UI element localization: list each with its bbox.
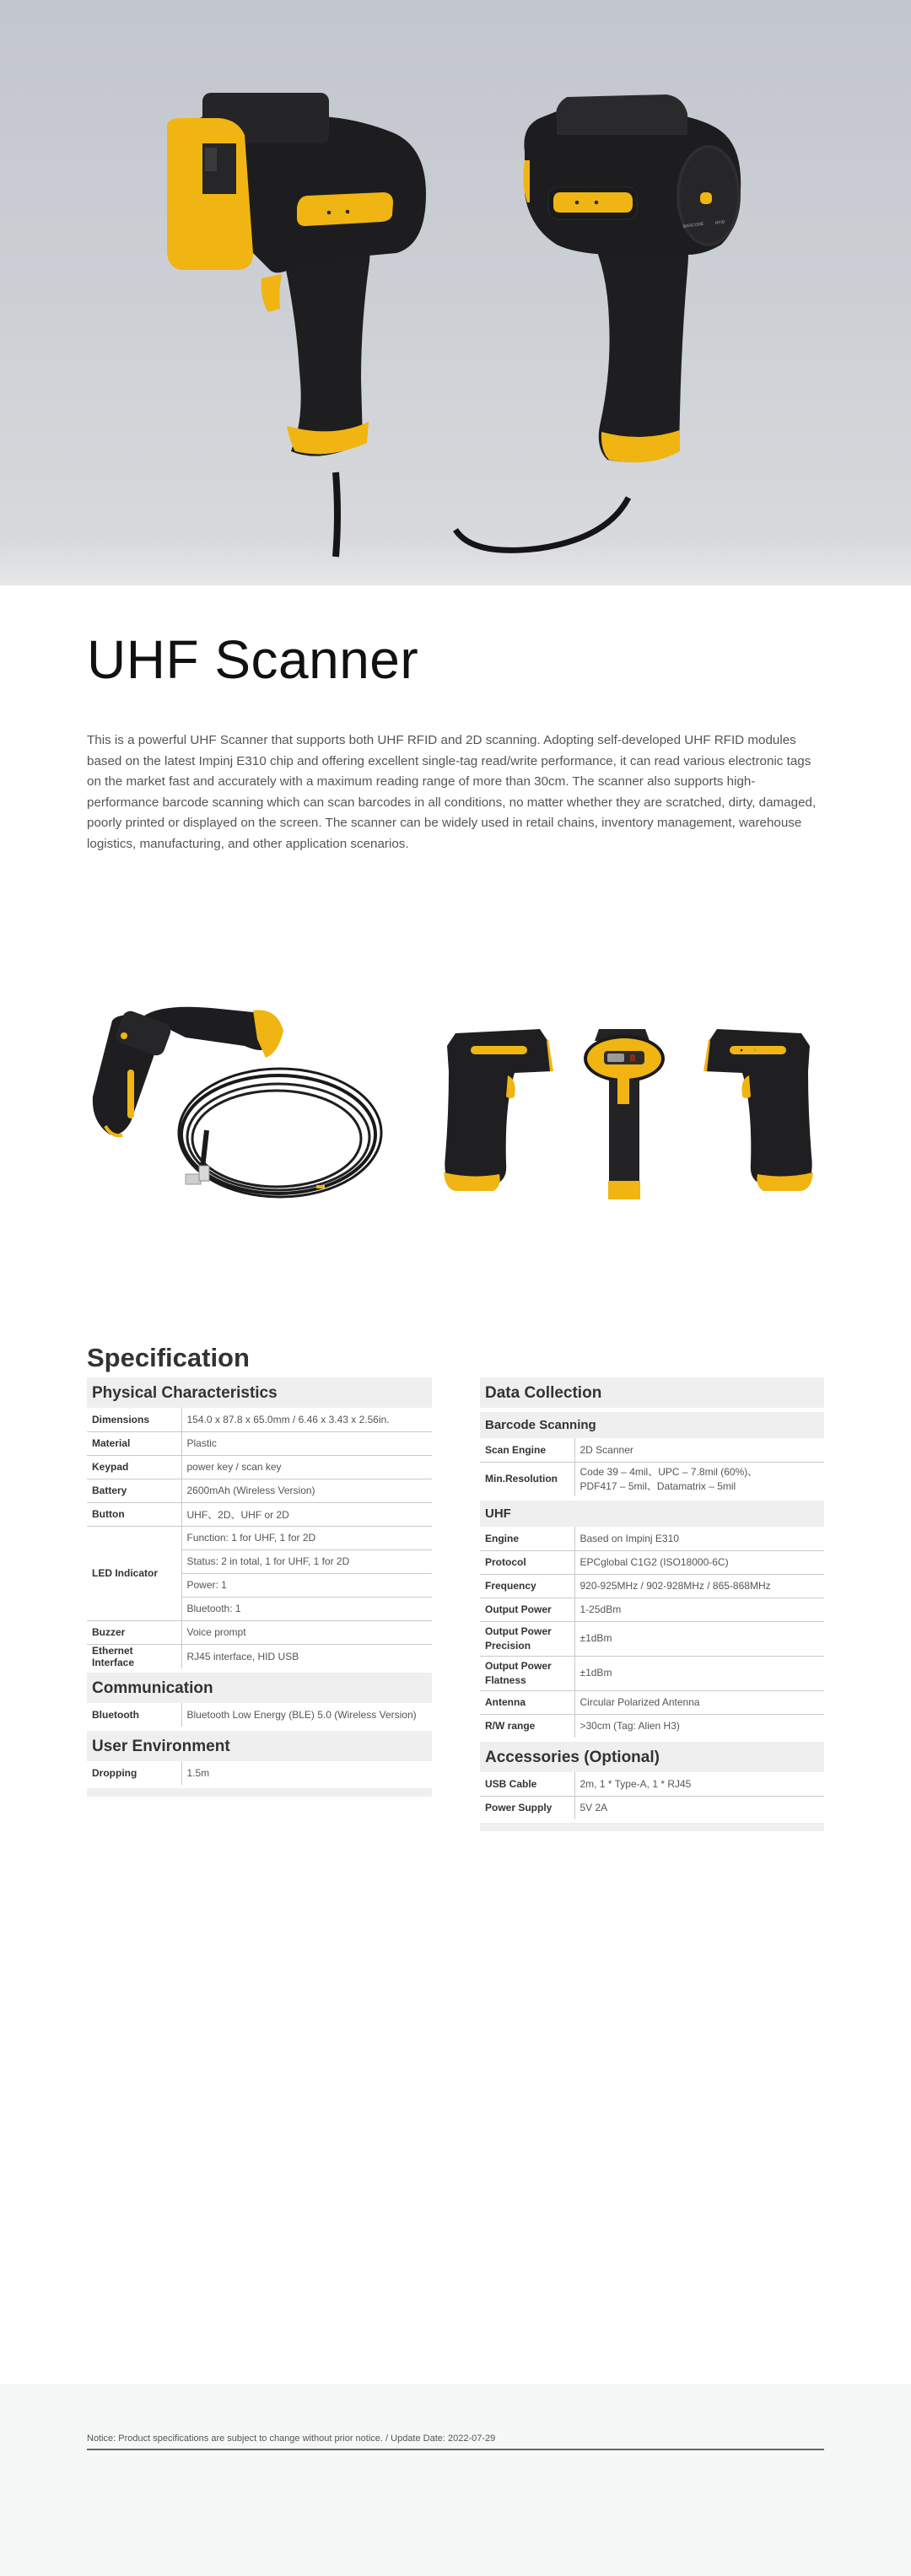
spec-value: Bluetooth Low Energy (BLE) 5.0 (Wireless Version): [186, 1708, 417, 1721]
spec-key: Scan Engine: [480, 1438, 574, 1462]
spec-value: 5V 2A: [579, 1802, 608, 1814]
table-row: [87, 1502, 432, 1526]
spec-key: Material: [87, 1431, 181, 1455]
table-row: [87, 1703, 432, 1727]
spec-value: Based on Impinj E310: [574, 1527, 824, 1550]
spec-value: 1.5m: [186, 1766, 210, 1779]
scanner-three-views-image: [430, 1012, 827, 1206]
scanner-pair-illustration: [0, 0, 911, 585]
table-row: [87, 1761, 432, 1785]
environment-table: [87, 1761, 432, 1785]
spec-value: UHF、2D、UHF or 2D: [181, 1502, 432, 1526]
spec-value: Power: 1: [181, 1573, 432, 1597]
spec-key: R/W range: [480, 1714, 574, 1738]
footer-divider: [87, 2449, 824, 2450]
svg-text:RFID: RFID: [714, 219, 725, 226]
spec-key: Power Supply: [480, 1796, 574, 1819]
spec-column-right: [480, 1377, 824, 1831]
spec-value: Voice prompt: [181, 1620, 432, 1644]
section-end-bar: [480, 1823, 824, 1831]
spec-value: 2D Scanner: [574, 1438, 824, 1462]
scanner-three-views-illustration: [430, 1012, 827, 1206]
specification-heading: Specification: [87, 1343, 250, 1372]
table-row: [480, 1656, 824, 1690]
scanner-cable-illustration: [84, 987, 405, 1206]
spec-key: Keypad: [87, 1455, 181, 1479]
uhf-table: [480, 1527, 824, 1738]
spec-key: Engine: [480, 1527, 574, 1550]
product-description: This is a powerful UHF Scanner that supports both UHF RFID and 2D scanning. Adopting self-developed UHF RFID modules based on the latest Impinj E310 chip and offering excellent single-tag read/write performance, it can read various electronic tags on the market fast and accurately with a maximum reading range of more than 30cm. The scanner also supports high-performance barcode scanning which can scan barcodes in all conditions, no matter whether they are scratched, dirty, damaged, poorly printed or displayed on the screen. The scanner can be widely used in retail chains, inventory management, warehouse logistics, manufacturing, and other application scenarios.: [87, 733, 817, 851]
spec-key: LED Indicator: [87, 1526, 181, 1620]
barcode-scanning-table: [480, 1438, 824, 1496]
scanner-side-view-right: [703, 1029, 813, 1191]
spec-key: Dimensions: [87, 1408, 181, 1431]
spec-value: Function: 1 for UHF, 1 for 2D: [181, 1526, 432, 1549]
spec-value: Status: 2 in total, 1 for UHF, 1 for 2D: [181, 1549, 432, 1573]
section-header-physical: Physical Characteristics: [87, 1377, 432, 1408]
spec-value: 920-925MHz / 902-928MHz / 865-868MHz: [574, 1574, 824, 1598]
table-row: [480, 1796, 824, 1819]
spec-value: EPCglobal C1G2 (ISO18000-6C): [574, 1550, 824, 1574]
section-header-environment: User Environment: [87, 1731, 432, 1761]
spec-key: Output Power: [480, 1598, 574, 1621]
spec-key: Min.Resolution: [480, 1462, 574, 1496]
spec-key: Ethernet Interface: [87, 1644, 181, 1668]
spec-key: Frequency: [480, 1574, 574, 1598]
table-row: [480, 1621, 824, 1656]
spec-value: 2m, 1 * Type-A, 1 * RJ45: [574, 1772, 824, 1796]
table-row: [480, 1714, 824, 1738]
scanner-side-view-left: [444, 1029, 553, 1191]
spec-key: Output Power Flatness: [480, 1656, 574, 1690]
hero-product-image: [0, 0, 911, 585]
spec-key: Antenna: [480, 1690, 574, 1714]
spec-key: Protocol: [480, 1550, 574, 1574]
spec-key: Button: [87, 1502, 181, 1526]
spec-value: Bluetooth: 1: [181, 1597, 432, 1620]
table-row: [87, 1455, 432, 1479]
physical-characteristics-table: [87, 1408, 432, 1668]
spec-value-line: PDF417 – 5mil、Datamatrix – 5mil: [579, 1479, 736, 1492]
spec-value: power key / scan key: [181, 1455, 432, 1479]
section-header-data-collection: Data Collection: [480, 1377, 824, 1408]
communication-table: [87, 1703, 432, 1727]
spec-value: ±1dBm: [574, 1621, 824, 1656]
spec-value: Plastic: [181, 1431, 432, 1455]
spec-key: USB Cable: [480, 1772, 574, 1796]
table-row: [480, 1550, 824, 1574]
spec-key: Buzzer: [87, 1620, 181, 1644]
table-row: [480, 1690, 824, 1714]
table-row: [480, 1772, 824, 1796]
scanner-with-cable-image: [84, 987, 405, 1206]
page-title: UHF Scanner: [87, 629, 419, 690]
table-row: [87, 1620, 432, 1644]
subsection-header-uhf: UHF: [480, 1501, 824, 1527]
table-row: [480, 1574, 824, 1598]
spec-value: Circular Polarized Antenna: [574, 1690, 824, 1714]
section-header-accessories: Accessories (Optional): [480, 1742, 824, 1772]
scanner-front-view: [584, 1029, 665, 1199]
table-row: [87, 1644, 432, 1668]
spec-column-left: [87, 1377, 432, 1797]
accessories-table: [480, 1772, 824, 1819]
scanner-front-view: [167, 93, 426, 557]
table-row: [480, 1527, 824, 1550]
footer: [0, 2384, 911, 2576]
table-row: [480, 1438, 824, 1462]
spec-value: 1-25dBm: [574, 1598, 824, 1621]
table-row: [87, 1431, 432, 1455]
svg-text:BARCODE: BARCODE: [682, 221, 704, 229]
subsection-header-barcode: Barcode Scanning: [480, 1412, 824, 1438]
table-row: [87, 1479, 432, 1502]
section-end-bar: [87, 1788, 432, 1797]
table-row: [87, 1408, 432, 1431]
spec-value: ±1dBm: [574, 1656, 824, 1690]
spec-value: RJ45 interface, HID USB: [186, 1650, 299, 1663]
spec-value: >30cm (Tag: Alien H3): [579, 1720, 680, 1733]
spec-value: 154.0 x 87.8 x 65.0mm / 6.46 x 3.43 x 2.56in.: [181, 1408, 432, 1431]
spec-value-line: Code 39 – 4mil、UPC – 7.8mil (60%)、: [579, 1465, 758, 1478]
table-row: [87, 1526, 432, 1549]
spec-value: [574, 1462, 824, 1496]
scanner-rear-view: [456, 94, 741, 550]
spec-key: Dropping: [87, 1761, 181, 1785]
table-row: [480, 1462, 824, 1496]
table-row: [480, 1598, 824, 1621]
section-header-communication: Communication: [87, 1673, 432, 1703]
spec-value: 2600mAh (Wireless Version): [181, 1479, 432, 1502]
spec-key: Bluetooth: [87, 1703, 181, 1727]
spec-key: Battery: [87, 1479, 181, 1502]
spec-key: Output Power Precision: [480, 1621, 574, 1656]
footer-notice: Notice: Product specifications are subject to change without prior notice. / Update Date: 2022-07-29: [87, 2433, 496, 2444]
